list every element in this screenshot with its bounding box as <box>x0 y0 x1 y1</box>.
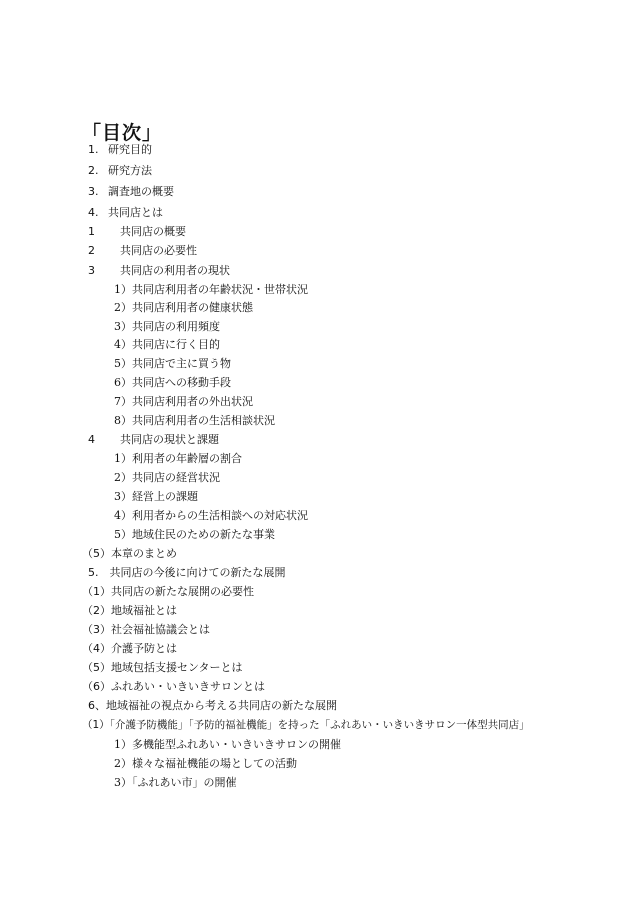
toc-item: 1. 研究目的 <box>88 143 152 156</box>
toc-subitem: 2）様々な福祉機能の場としての活動 <box>114 757 297 770</box>
toc-subitem: 7）共同店利用者の外出状況 <box>114 395 253 408</box>
toc-subitem: 3）「ふれあい市」の開催 <box>114 776 237 789</box>
toc-subitem: 3）共同店の利用頻度 <box>114 320 220 333</box>
toc-subitem: 8）共同店利用者の生活相談状況 <box>114 414 275 427</box>
toc-item: （1）「介護予防機能」「予防的福祉機能」を持った「ふれあい・いきいきサロン一体型共同店」 <box>82 719 530 731</box>
toc-item: 4. 共同店とは <box>88 206 163 219</box>
toc-subitem: 5）地域住民のための新たな事業 <box>114 528 275 541</box>
toc-subitem: 5）共同店で主に買う物 <box>114 357 231 370</box>
toc-item: 4 共同店の現状と課題 <box>88 433 219 446</box>
toc-subitem: 1）共同店利用者の年齢状況・世帯状況 <box>114 283 308 296</box>
toc-subitem: 4）共同店に行く目的 <box>114 338 220 351</box>
toc-subitem: 4）利用者からの生活相談への対応状況 <box>114 509 308 522</box>
toc-item: 1 共同店の概要 <box>88 225 186 238</box>
toc-item: （4）介護予防とは <box>82 642 177 655</box>
toc-subitem: 3）経営上の課題 <box>114 490 198 503</box>
toc-item: （3）社会福祉協議会とは <box>82 623 210 636</box>
toc-item: （6）ふれあい・いきいきサロンとは <box>82 680 265 693</box>
toc-item: 2 共同店の必要性 <box>88 244 197 257</box>
toc-subitem: 2）共同店利用者の健康状態 <box>114 301 253 314</box>
page-title: 「目次」 <box>82 122 163 144</box>
toc-item: （5）地域包括支援センターとは <box>82 661 243 674</box>
toc-subitem: 2）共同店の経営状況 <box>114 471 220 484</box>
toc-item: 3. 調査地の概要 <box>88 185 174 198</box>
toc-subitem: 6）共同店への移動手段 <box>114 376 231 389</box>
toc-subitem: 1）多機能型ふれあい・いきいきサロンの開催 <box>114 738 341 751</box>
toc-item: 5. 共同店の今後に向けての新たな展開 <box>88 566 286 579</box>
toc-item: （1）共同店の新たな展開の必要性 <box>82 585 254 598</box>
toc-item: （5）本章のまとめ <box>82 547 177 560</box>
toc-item: （2）地域福祉とは <box>82 604 177 617</box>
toc-item: 2. 研究方法 <box>88 164 152 177</box>
toc-subitem: 1）利用者の年齢層の割合 <box>114 452 242 465</box>
toc-item: 3 共同店の利用者の現状 <box>88 264 230 277</box>
toc-item: 6、地域福祉の視点から考える共同店の新たな展開 <box>88 699 337 712</box>
